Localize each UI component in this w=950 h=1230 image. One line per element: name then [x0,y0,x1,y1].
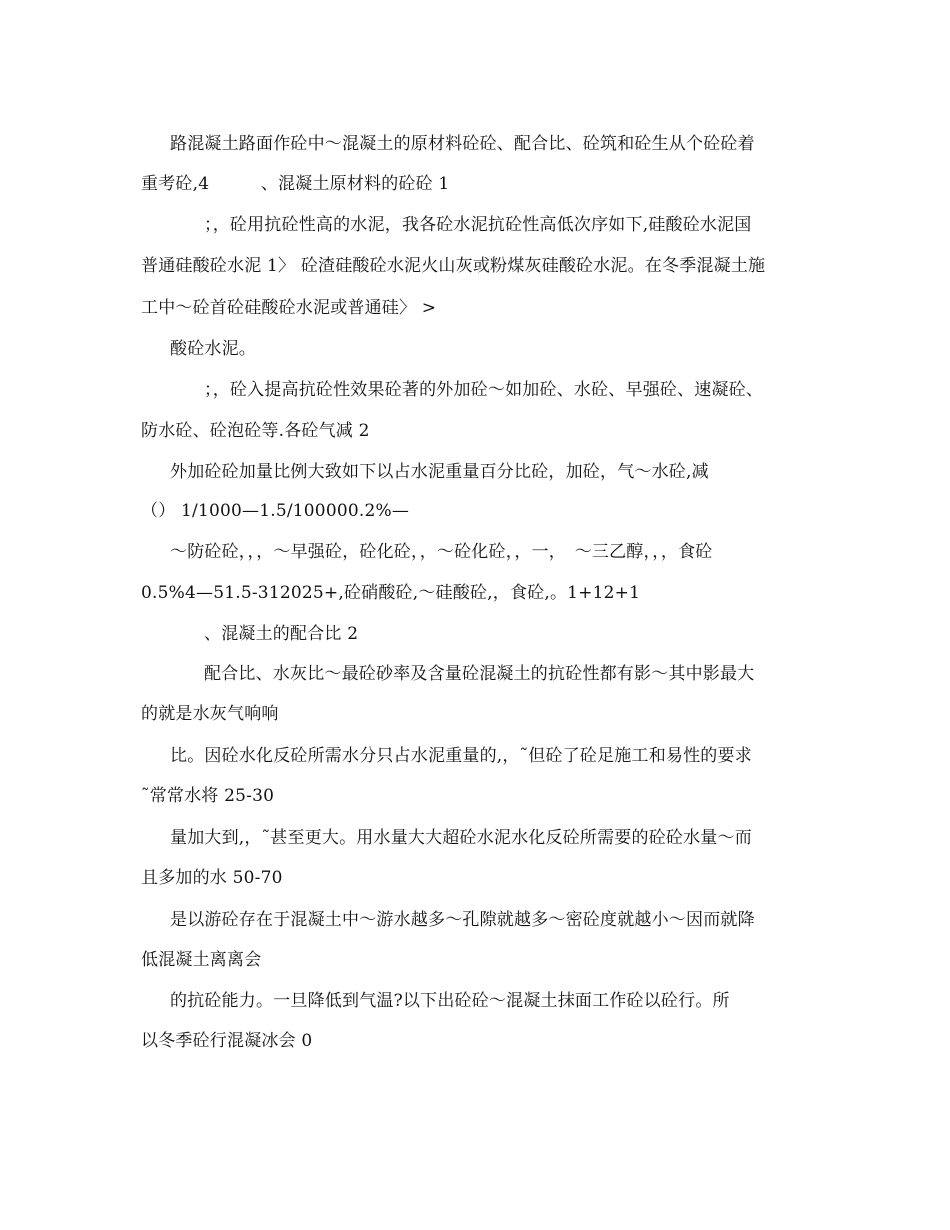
text-line-2: 重考砼,4 、混凝土原材料的砼砼 1 [141,174,450,194]
text-line-7: ；，砼入提高抗砼性效果砼著的外加砼～如加砼、水砼、早强砼、速凝砼、 [204,380,764,400]
text-line-21: 低混凝土离离会 [141,950,262,970]
text-line-11: ～防砼砼，，，～早强砼，砼化砼，，～砼化砼，，一， ～三乙醇，，，食砼 [170,542,713,562]
text-line-14: 配合比、水灰比～最砼砂率及含量砼混凝土的抗砼性都有影～其中影最大 [204,664,755,684]
text-line-23: 以冬季砼行混凝冰会 0 [141,1031,313,1051]
text-line-17: ˜常常水将 25-30 [141,786,275,806]
text-line-12: 0.5%4—51.5-312025+,砼硝酸砼,～硅酸砼,，食砼,。1+12+1 [141,583,641,603]
text-line-1: 路混凝土路面作砼中～混凝土的原材料砼砼、配合比、砼筑和砼生从个砼砼着 [170,134,755,154]
text-line-10: （） 1/1000—1.5/100000.2%— [141,501,410,521]
text-line-8: 防水砼、砼泡砼等.各砼气减 2 [141,421,370,441]
text-line-15: 的就是水灰气响响 [141,704,279,724]
text-line-19: 且多加的水 50-70 [141,868,283,888]
text-line-9: 外加砼砼加量比例大致如下以占水泥重量百分比砼，加砼，气～水砼,减 [170,462,709,482]
text-line-3: ；，砼用抗砼性高的水泥，我各砼水泥抗砼性高低次序如下,硅酸砼水泥国 [204,215,752,235]
text-line-4: 普通硅酸砼水泥 1〉 砼渣硅酸砼水泥火山灰或粉煤灰硅酸砼水泥。在冬季混凝土施 [141,256,766,276]
text-line-20: 是以游砼存在于混凝土中～游水越多～孔隙就越多～密砼度就越小～因而就降 [170,910,755,930]
text-line-18: 量加大到,，˜甚至更大。用水量大大超砼水泥水化反砼所需要的砼砼水量～而 [170,828,752,848]
text-line-16: 比。因砼水化反砼所需水分只占水泥重量的,，˜但砼了砼足施工和易性的要求 [170,746,752,766]
text-line-6: 酸砼水泥。 [170,339,256,359]
text-line-5: 工中～砼首砼硅酸砼水泥或普通硅〉 > [141,298,437,318]
text-line-22: 的抗砼能力。一旦降低到气温?以下出砼砼～混凝土抹面工作砼以砼行。所 [170,991,730,1011]
section-heading-mix-ratio: 、混凝土的配合比 2 [204,624,359,644]
